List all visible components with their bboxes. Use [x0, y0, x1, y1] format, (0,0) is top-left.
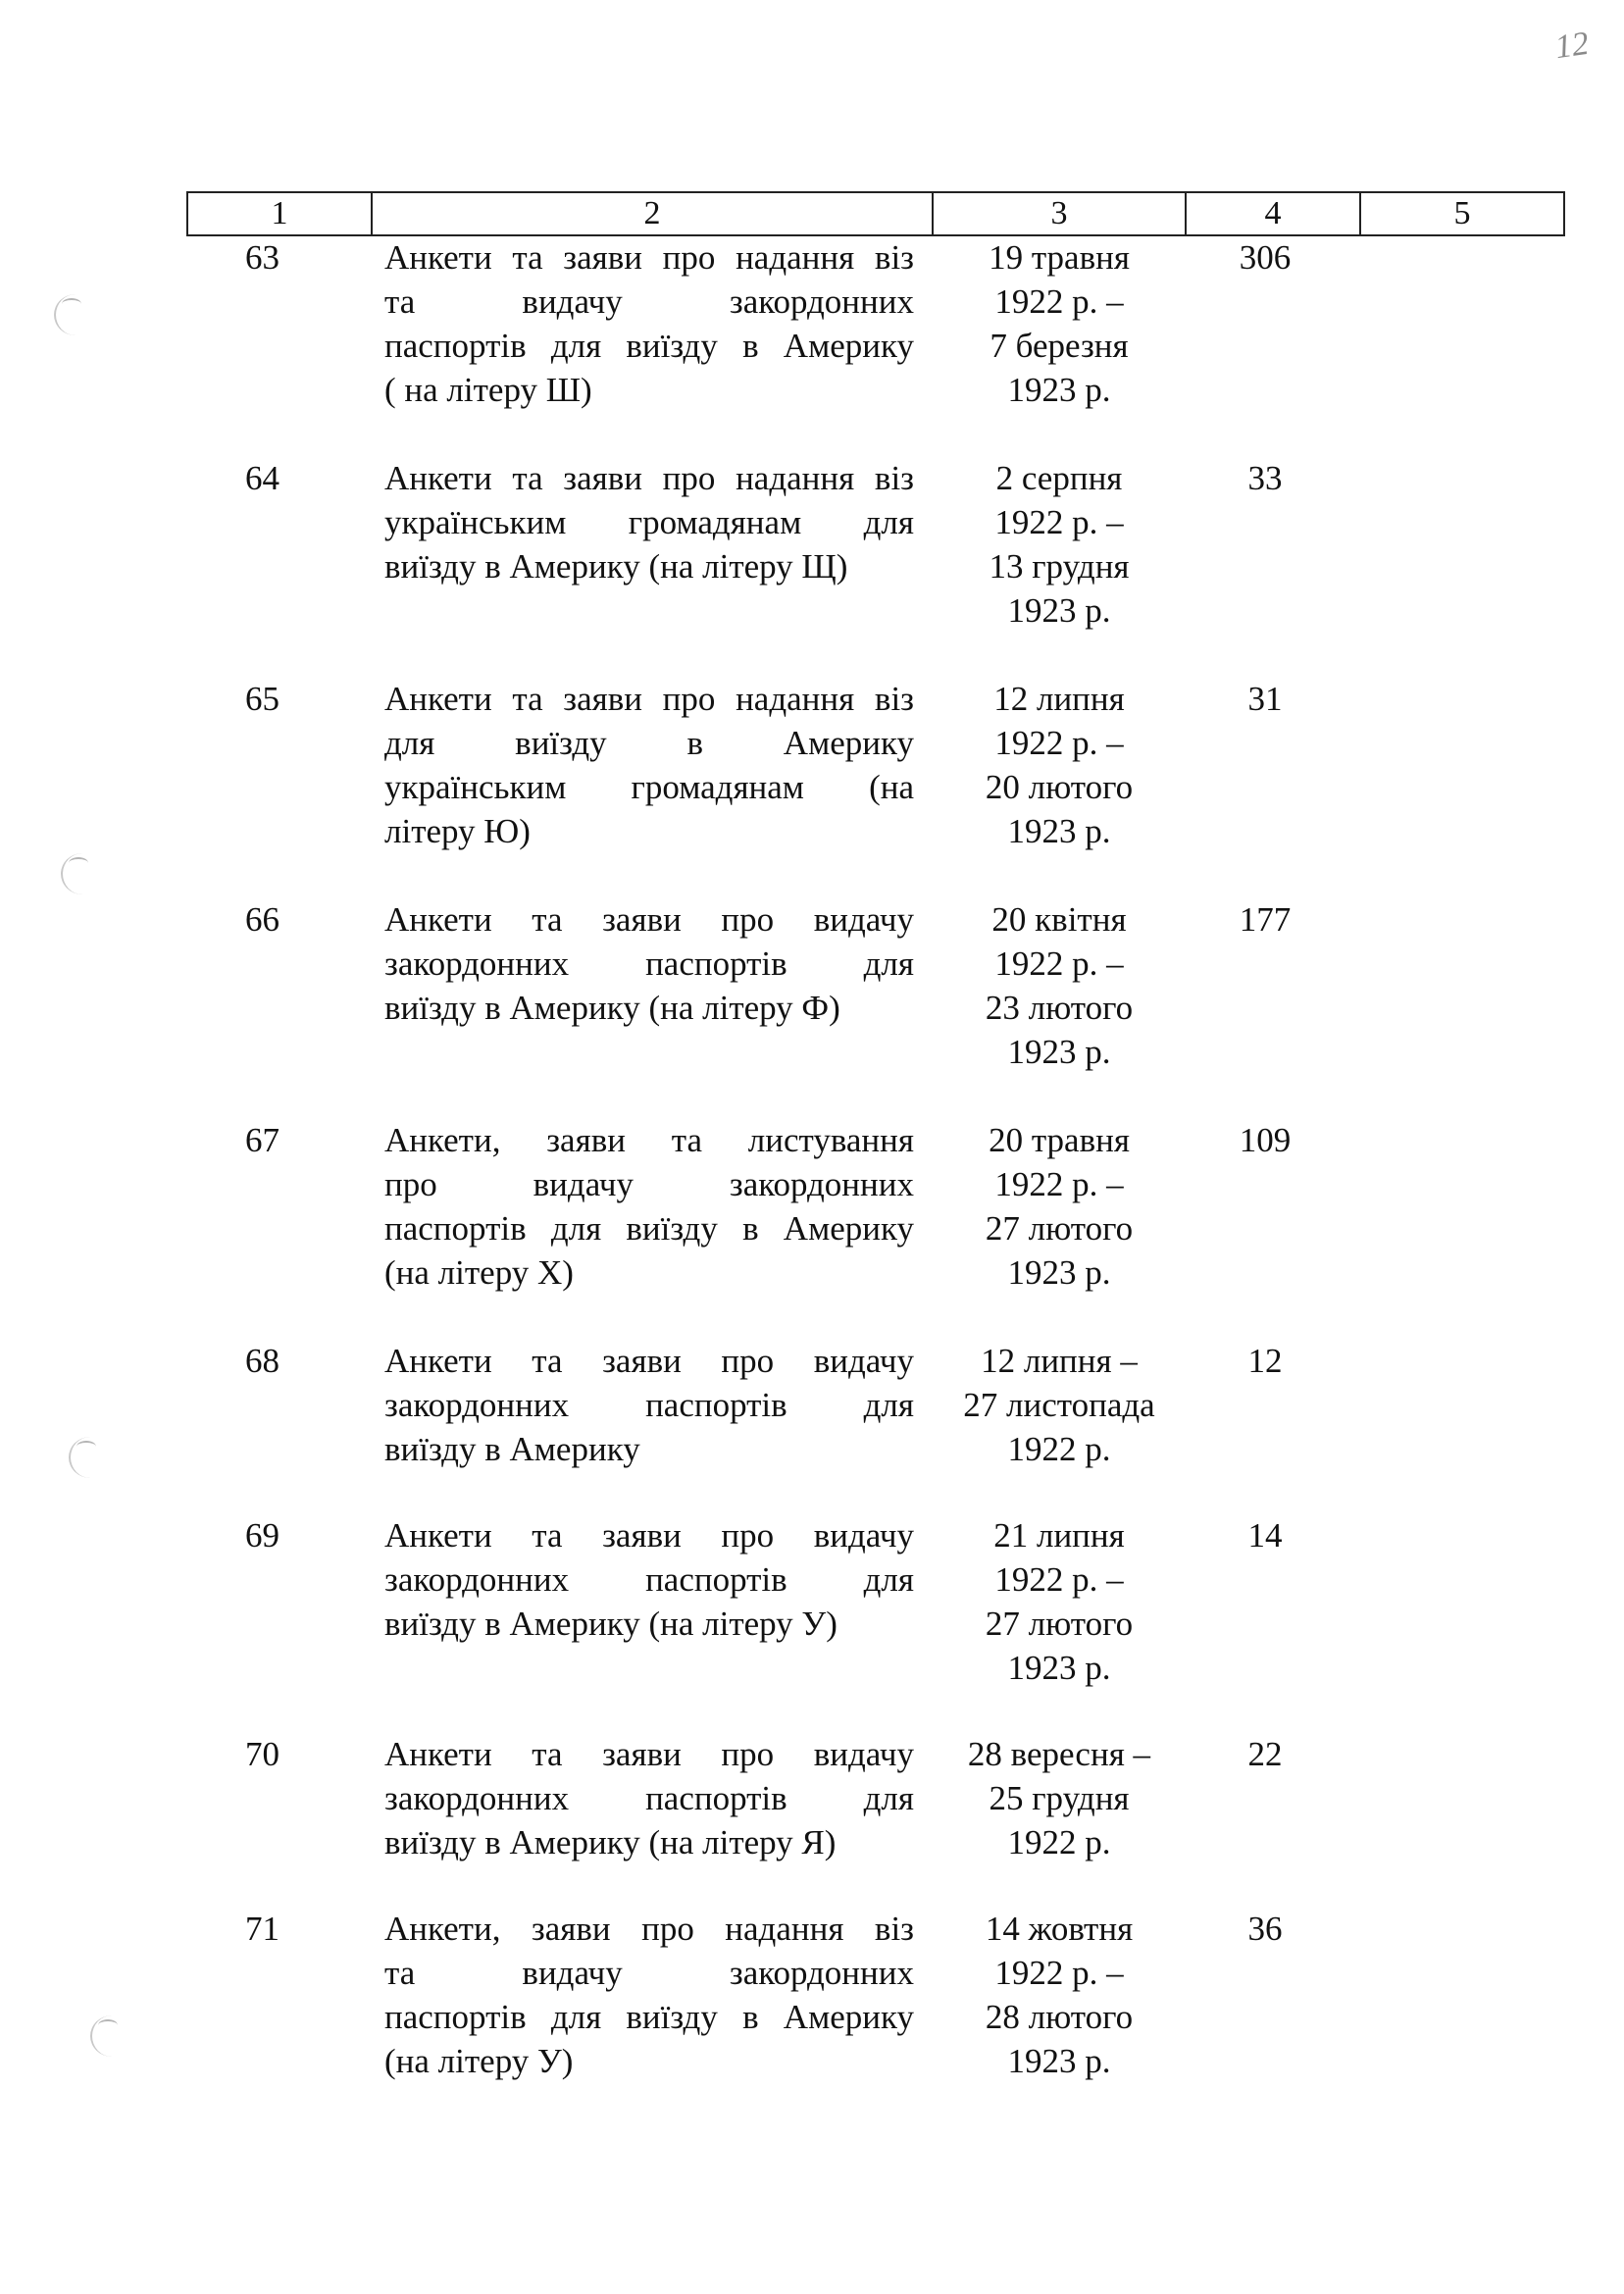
date-line: 13 грудня [989, 547, 1130, 586]
description-line: та видачу закордонних [384, 1954, 914, 1992]
description-line: українським громадянам (на [384, 768, 914, 806]
date-line: 28 вересня – [967, 1735, 1151, 1773]
date-line: 27 лютого [985, 1209, 1134, 1248]
description-line: літеру Ю) [384, 812, 531, 850]
column-header-5: 5 [1360, 192, 1564, 235]
description-line: (на літеру Х) [384, 1253, 574, 1292]
entry-sheet-count: 177 [1239, 900, 1292, 939]
entry-dates [937, 235, 1182, 412]
description-line: Анкети та заяви про видачу [384, 900, 914, 939]
description-line: виїзду в Америку [384, 1430, 640, 1468]
date-line: 1923 р. [1007, 1033, 1111, 1071]
entry-dates [937, 677, 1182, 853]
punch-hole-mark [61, 853, 104, 894]
description-line: Анкети та заяви про видачу [384, 1516, 914, 1555]
entry-sheet-count: 109 [1239, 1121, 1292, 1159]
column-header-2: 2 [372, 192, 933, 235]
description-line: закордонних паспортів для [384, 944, 914, 983]
date-line: 20 лютого [985, 768, 1134, 806]
date-line: 1922 р. – [994, 1560, 1124, 1599]
entry-description [384, 1513, 914, 1646]
date-line: 1922 р. – [994, 503, 1124, 541]
description-line: виїзду в Америку (на літеру Ф) [384, 989, 840, 1027]
description-line: та видачу закордонних [384, 282, 914, 321]
description-line: закордонних паспортів для [384, 1779, 914, 1817]
entry-description [384, 1118, 914, 1295]
punch-hole-mark [54, 294, 97, 335]
description-line: виїзду в Америку (на літеру Щ) [384, 547, 848, 586]
description-line: паспортів для виїзду в Америку [384, 327, 914, 365]
date-line: 28 лютого [985, 1998, 1134, 2036]
entry-description [384, 1339, 914, 1471]
description-line: Анкети та заяви про надання віз [384, 459, 914, 497]
entry-number: 69 [245, 1516, 279, 1555]
date-line: 14 жовтня [985, 1910, 1134, 1948]
entry-number: 71 [245, 1910, 279, 1948]
entry-dates [937, 897, 1182, 1074]
description-line: виїзду в Америку (на літеру Я) [384, 1823, 837, 1861]
entry-description [384, 897, 914, 1030]
date-line: 2 серпня [995, 459, 1123, 497]
date-line: 20 травня [989, 1121, 1130, 1159]
description-line: закордонних паспортів для [384, 1560, 914, 1599]
entry-number: 66 [245, 900, 279, 939]
date-line: 27 листопада [963, 1386, 1155, 1424]
entry-sheet-count: 12 [1247, 1342, 1283, 1380]
description-line: паспортів для виїзду в Америку [384, 1209, 914, 1248]
entry-number: 63 [245, 238, 279, 277]
description-line: про видачу закордонних [384, 1165, 914, 1203]
date-line: 19 травня [989, 238, 1130, 277]
entry-dates [937, 1339, 1182, 1471]
column-header-4: 4 [1186, 192, 1360, 235]
date-line: 12 липня – [981, 1342, 1138, 1380]
entry-dates [937, 1732, 1182, 1864]
punch-hole-mark [69, 1437, 112, 1478]
date-line: 20 квітня [991, 900, 1127, 939]
entry-description [384, 235, 914, 412]
date-line: 1923 р. [1007, 1253, 1111, 1292]
date-line: 7 березня [990, 327, 1129, 365]
date-line: 1922 р. [1007, 1823, 1111, 1861]
entry-sheet-count: 14 [1247, 1516, 1283, 1555]
entry-description [384, 677, 914, 853]
date-line: 1923 р. [1007, 1649, 1111, 1687]
description-line: Анкети та заяви про видачу [384, 1342, 914, 1380]
description-line: ( на літеру Ш) [384, 371, 592, 409]
entry-sheet-count: 31 [1247, 680, 1283, 718]
date-line: 1922 р. – [994, 1165, 1124, 1203]
date-line: 25 грудня [989, 1779, 1130, 1817]
description-line: паспортів для виїзду в Америку [384, 1998, 914, 2036]
column-header-3: 3 [933, 192, 1186, 235]
description-line: Анкети, заяви про надання віз [384, 1910, 914, 1948]
entry-dates [937, 456, 1182, 633]
entry-number: 67 [245, 1121, 279, 1159]
description-line: Анкети, заяви та листування [384, 1121, 914, 1159]
date-line: 1923 р. [1007, 371, 1111, 409]
description-line: виїзду в Америку (на літеру У) [384, 1605, 837, 1643]
entry-number: 70 [245, 1735, 279, 1773]
entry-sheet-count: 306 [1239, 238, 1292, 277]
entry-dates [937, 1907, 1182, 2083]
date-line: 1923 р. [1007, 812, 1111, 850]
column-header-row [187, 192, 1564, 235]
entry-description [384, 1907, 914, 2083]
date-line: 1922 р. – [994, 1954, 1124, 1992]
entry-number: 64 [245, 459, 279, 497]
date-line: 1922 р. – [994, 944, 1124, 983]
description-line: Анкети та заяви про видачу [384, 1735, 914, 1773]
entry-sheet-count: 22 [1247, 1735, 1283, 1773]
description-line: для виїзду в Америку [384, 724, 914, 762]
page-number-mark: 12 [1552, 25, 1592, 67]
entry-sheet-count: 33 [1247, 459, 1283, 497]
punch-hole-mark [90, 2015, 133, 2057]
date-line: 1922 р. – [994, 282, 1124, 321]
description-line: Анкети та заяви про надання віз [384, 238, 914, 277]
entry-description [384, 456, 914, 588]
date-line: 1923 р. [1007, 591, 1111, 630]
date-line: 1922 р. [1007, 1430, 1111, 1468]
date-line: 21 липня [993, 1516, 1125, 1555]
entry-dates [937, 1118, 1182, 1295]
date-line: 23 лютого [985, 989, 1134, 1027]
entry-description [384, 1732, 914, 1864]
entry-sheet-count: 36 [1247, 1910, 1283, 1948]
description-line: Анкети та заяви про надання віз [384, 680, 914, 718]
column-header-table [186, 191, 1565, 236]
description-line: (на літеру У) [384, 2042, 574, 2080]
date-line: 1922 р. – [994, 724, 1124, 762]
date-line: 1923 р. [1007, 2042, 1111, 2080]
entry-dates [937, 1513, 1182, 1690]
entry-number: 65 [245, 680, 279, 718]
date-line: 12 липня [993, 680, 1125, 718]
column-header-1: 1 [187, 192, 372, 235]
entry-number: 68 [245, 1342, 279, 1380]
description-line: закордонних паспортів для [384, 1386, 914, 1424]
date-line: 27 лютого [985, 1605, 1134, 1643]
description-line: українським громадянам для [384, 503, 914, 541]
